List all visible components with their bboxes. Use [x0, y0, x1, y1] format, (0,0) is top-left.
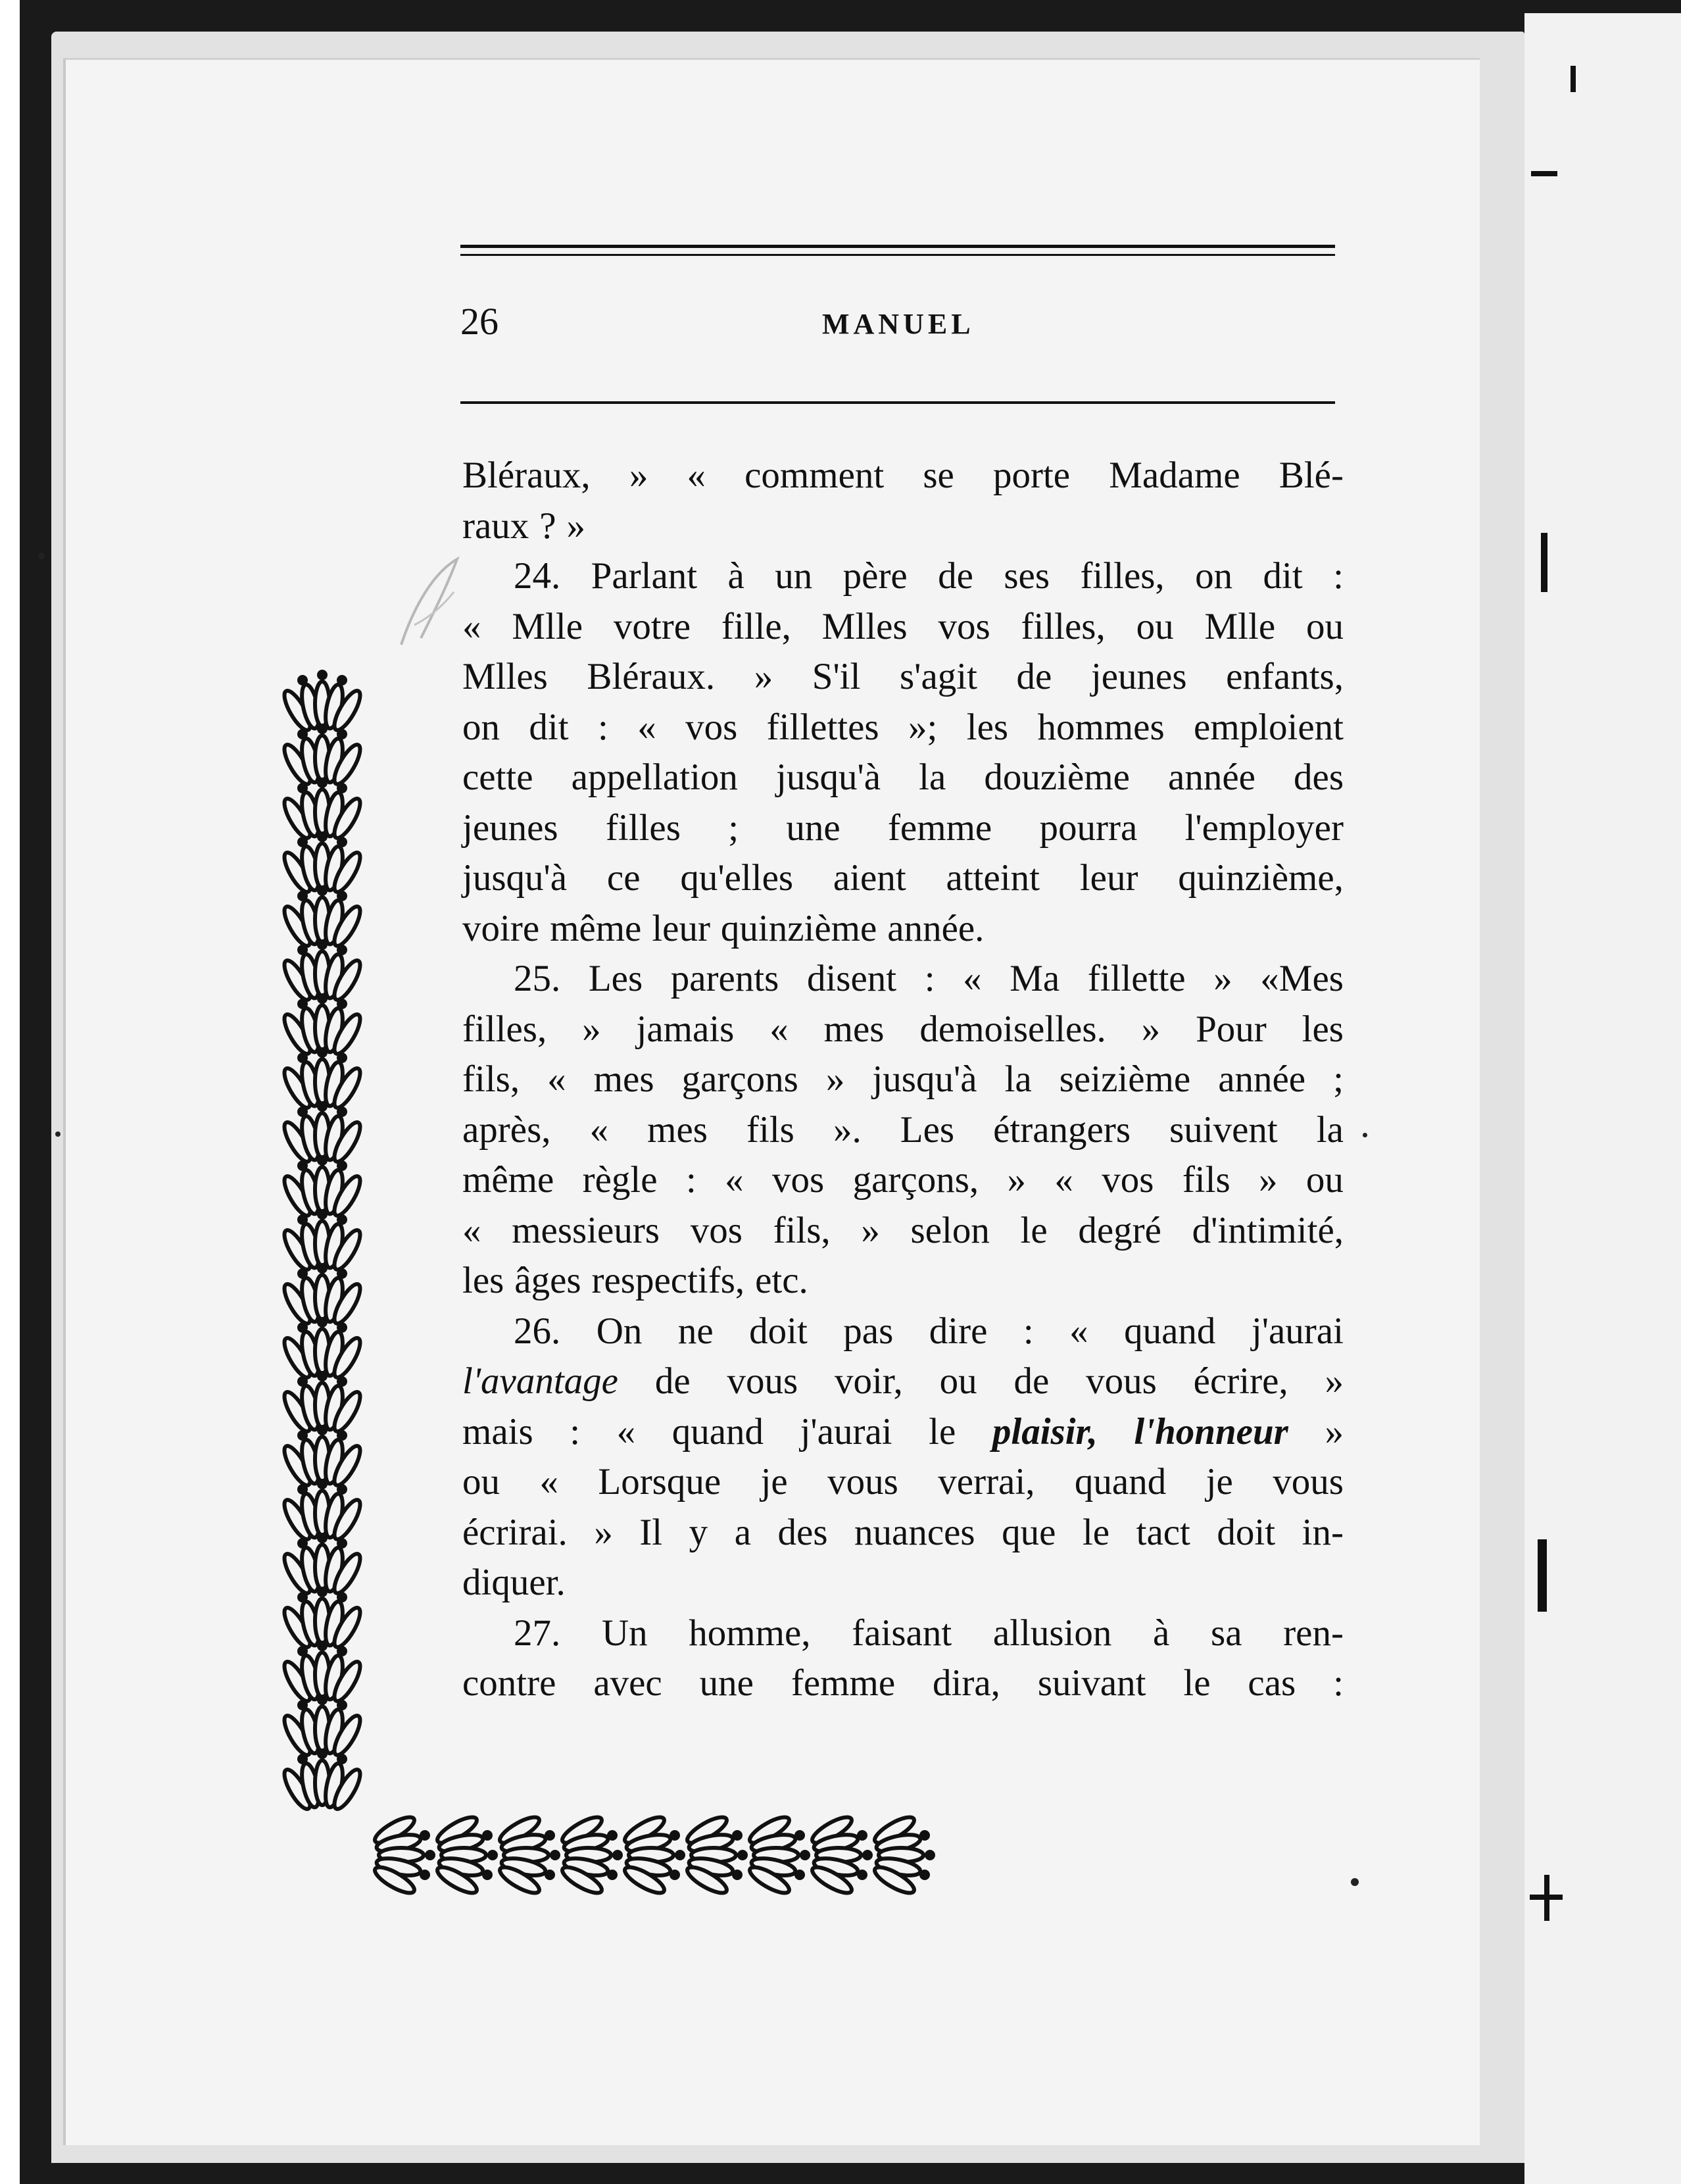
word: femme	[791, 1662, 896, 1704]
word: voir,	[835, 1360, 903, 1402]
word: «Mes	[1260, 958, 1344, 999]
word: in-	[1302, 1511, 1344, 1553]
word: une	[699, 1662, 754, 1704]
word: :	[1023, 1310, 1034, 1352]
word: règle	[582, 1159, 658, 1201]
word: »	[1141, 1008, 1161, 1050]
header-double-rule-bottom	[460, 254, 1335, 256]
word: quand	[1124, 1310, 1216, 1352]
word: on	[462, 706, 500, 748]
word: père	[842, 555, 908, 597]
word: seizième	[1059, 1058, 1191, 1100]
word: je	[1206, 1461, 1233, 1502]
word: Bléraux,	[462, 455, 591, 496]
word: :	[597, 706, 608, 748]
word: fils	[746, 1108, 794, 1151]
word: mes	[593, 1058, 654, 1100]
word: «	[462, 1209, 481, 1251]
word: »	[1259, 1159, 1278, 1201]
word: respectifs,	[591, 1260, 745, 1301]
word: étrangers	[993, 1108, 1131, 1151]
running-title: MANUEL	[822, 308, 975, 340]
word: l'honneur	[1134, 1410, 1288, 1452]
page-number: 26	[460, 300, 499, 343]
word: filles,	[1080, 555, 1165, 597]
word: la	[1004, 1058, 1032, 1100]
word: vos	[685, 706, 738, 748]
laurel-leaf-cluster	[621, 1812, 685, 1897]
word: raux	[462, 505, 529, 547]
word: doit	[749, 1310, 808, 1352]
word: une	[786, 807, 840, 849]
word: plaisir,	[992, 1410, 1098, 1452]
word: un	[775, 555, 813, 597]
word: Bléraux.	[587, 656, 716, 697]
word: :	[570, 1410, 581, 1452]
word: vous	[827, 1461, 898, 1502]
adjacent-page-strip	[1524, 13, 1681, 2184]
word: »	[1325, 1360, 1344, 1402]
word: demoiselles.	[919, 1008, 1106, 1050]
word: dit	[1263, 555, 1303, 597]
word: »	[861, 1209, 880, 1251]
laurel-leaf-cluster	[434, 1812, 498, 1897]
word: «	[616, 1410, 636, 1452]
word: ou	[462, 1461, 500, 1502]
word: fils,	[462, 1058, 520, 1100]
word: Pour	[1196, 1008, 1267, 1050]
word: Il	[639, 1511, 663, 1553]
word: «	[462, 605, 481, 647]
word: «	[589, 1108, 609, 1151]
word: Les	[588, 958, 643, 999]
laurel-leaf-cluster	[559, 1812, 623, 1897]
word: «	[963, 958, 982, 999]
word: allusion	[992, 1612, 1112, 1654]
laurel-leaf-cluster	[871, 1812, 935, 1897]
word: ou	[1305, 605, 1344, 647]
word: Mlles	[462, 656, 548, 697]
word: vos	[1102, 1159, 1154, 1201]
word: »	[825, 1058, 845, 1100]
word: comment	[744, 455, 885, 496]
laurel-leaf-cluster	[684, 1812, 748, 1897]
word: Un	[601, 1612, 648, 1654]
word: âges	[514, 1260, 581, 1301]
laurel-vertical-border	[280, 670, 364, 1812]
word: mes	[823, 1008, 885, 1050]
ink-speck	[1351, 1878, 1359, 1886]
word: se	[923, 455, 954, 496]
word: de	[1013, 1360, 1050, 1402]
word: dira,	[933, 1662, 1000, 1704]
word: faisant	[852, 1612, 952, 1654]
word: année	[1168, 757, 1255, 798]
pencil-annotation	[395, 546, 474, 651]
word: »	[754, 656, 773, 697]
word: parents	[670, 958, 779, 999]
word: «	[637, 706, 656, 748]
word: jeunes	[462, 807, 558, 849]
word: s'agit	[900, 656, 977, 697]
word: d'intimité,	[1192, 1209, 1344, 1251]
word: :	[1333, 1662, 1344, 1704]
word: les	[462, 1260, 504, 1301]
word: filles,	[462, 1008, 547, 1050]
word: des	[1294, 757, 1344, 798]
laurel-leaf-cluster	[372, 1812, 435, 1897]
word: les	[1302, 1008, 1344, 1050]
word: »	[1213, 958, 1232, 999]
word: fils,	[773, 1209, 831, 1251]
word: aient	[833, 857, 906, 899]
word: vous	[1273, 1461, 1344, 1502]
word: »	[1325, 1410, 1344, 1452]
word: porte	[992, 455, 1071, 496]
word: quand	[671, 1410, 764, 1452]
text-line	[462, 602, 1344, 653]
word: :	[1333, 555, 1344, 597]
word: ».	[833, 1108, 862, 1151]
word: ;	[1333, 1058, 1344, 1100]
laurel-leaf-cluster	[746, 1812, 810, 1897]
word: jusqu'à	[872, 1058, 977, 1100]
word: etc.	[755, 1260, 808, 1301]
word: ce	[606, 857, 641, 899]
word: sa	[1211, 1612, 1242, 1654]
ink-speck	[38, 553, 45, 559]
ink-speck	[55, 1131, 61, 1137]
word: avec	[593, 1662, 662, 1704]
word: à	[727, 555, 744, 597]
word: même	[550, 907, 642, 949]
word: ;	[728, 807, 739, 849]
laurel-ornament	[276, 658, 967, 1908]
word: diquer.	[462, 1562, 566, 1603]
word: fils	[1182, 1159, 1230, 1201]
word: Ma	[1010, 958, 1060, 999]
word: »	[582, 1008, 601, 1050]
word: à	[1153, 1612, 1170, 1654]
word: :	[685, 1159, 696, 1201]
word: mais	[462, 1410, 533, 1452]
word: de	[654, 1360, 691, 1402]
laurel-leaf-cluster	[497, 1812, 560, 1897]
word: verrai,	[938, 1461, 1035, 1502]
word: appellation	[571, 757, 738, 798]
word: les	[966, 706, 1009, 748]
word: après,	[462, 1108, 551, 1151]
word: enfants,	[1226, 656, 1344, 697]
word: vos	[690, 1209, 743, 1251]
word: cas	[1248, 1662, 1296, 1704]
word: »	[566, 505, 585, 547]
word: Mlle	[512, 605, 583, 647]
word: l'employer	[1184, 807, 1344, 849]
word: filles	[605, 807, 681, 849]
word: douzième	[984, 757, 1130, 798]
word: le	[929, 1410, 956, 1452]
word: «	[1069, 1310, 1088, 1352]
word: Les	[900, 1108, 955, 1151]
word: jusqu'à	[462, 857, 568, 899]
word: suivant	[1037, 1662, 1146, 1704]
running-head	[460, 299, 1315, 352]
word: le	[1183, 1662, 1211, 1704]
word: »	[1007, 1159, 1026, 1201]
word: tact	[1136, 1511, 1190, 1553]
word: ses	[1004, 555, 1050, 597]
word: pourra	[1039, 807, 1138, 849]
word: selon	[910, 1209, 990, 1251]
text-line	[462, 501, 1344, 552]
word: «	[547, 1058, 566, 1100]
word: écrire,	[1193, 1360, 1288, 1402]
word: On	[596, 1310, 643, 1352]
word: homme,	[689, 1612, 811, 1654]
word: filles,	[1021, 605, 1106, 647]
word: des	[777, 1511, 828, 1553]
word: degré	[1078, 1209, 1161, 1251]
word: ou	[939, 1360, 977, 1402]
word: fillettes	[766, 706, 879, 748]
word: vos	[938, 605, 990, 647]
word: leur	[1079, 857, 1138, 899]
word: quinzième,	[1178, 857, 1344, 899]
word: jusqu'à	[775, 757, 881, 798]
word: dire	[929, 1310, 988, 1352]
word: votre	[613, 605, 691, 647]
header-double-rule-top	[460, 245, 1335, 248]
word: année	[1218, 1058, 1306, 1100]
text-line	[462, 551, 1344, 602]
word: pas	[843, 1310, 894, 1352]
word: même	[462, 1159, 554, 1201]
word: «	[769, 1008, 789, 1050]
word: j'aurai	[800, 1410, 892, 1452]
word: fillette	[1087, 958, 1186, 999]
word: on	[1195, 555, 1233, 597]
word: quinzième	[720, 907, 877, 949]
word: vous	[1086, 1360, 1157, 1402]
word: doit	[1217, 1511, 1276, 1553]
word: ou	[1136, 605, 1174, 647]
word: Lorsque	[598, 1461, 721, 1502]
laurel-leaf-cluster	[809, 1812, 873, 1897]
word: Blé-	[1279, 455, 1344, 496]
word: qu'elles	[680, 857, 794, 899]
word: quand	[1074, 1461, 1167, 1502]
word: «	[687, 455, 706, 496]
word: ren-	[1283, 1612, 1344, 1654]
word: «	[1054, 1159, 1073, 1201]
word: Parlant	[591, 555, 698, 597]
word: le	[1082, 1511, 1110, 1553]
word: dit	[529, 706, 569, 748]
word: S'il	[812, 656, 861, 697]
word: «	[539, 1461, 558, 1502]
word: contre	[462, 1662, 556, 1704]
word: hommes	[1037, 706, 1165, 748]
word: garçons,	[852, 1159, 979, 1201]
word: écrirai.	[462, 1511, 568, 1553]
word: voire	[462, 907, 540, 949]
word: disent	[806, 958, 897, 999]
word: que	[1002, 1511, 1056, 1553]
laurel-leaf-cluster	[280, 1749, 364, 1812]
word: la	[1316, 1108, 1344, 1151]
word: vos	[772, 1159, 825, 1201]
word: mes	[647, 1108, 708, 1151]
word: le	[1020, 1209, 1048, 1251]
laurel-horizontal-border	[372, 1812, 935, 1897]
word: leur	[652, 907, 710, 949]
word: Mlles	[821, 605, 908, 647]
word: la	[919, 757, 946, 798]
word: nuances	[854, 1511, 975, 1553]
word: ou	[1305, 1159, 1344, 1201]
word: ne	[677, 1310, 714, 1352]
word: messieurs	[512, 1209, 660, 1251]
word: y	[689, 1511, 708, 1553]
word: je	[760, 1461, 788, 1502]
word: femme	[887, 807, 992, 849]
header-rule-below	[460, 401, 1335, 404]
word: a	[734, 1511, 751, 1553]
word: garçons	[681, 1058, 798, 1100]
word: j'aurai	[1251, 1310, 1344, 1352]
word: emploient	[1194, 706, 1344, 748]
word: vous	[727, 1360, 798, 1402]
word: ?	[539, 505, 556, 547]
word: Mlle	[1204, 605, 1276, 647]
word: suivent	[1169, 1108, 1278, 1151]
word: jeunes	[1090, 656, 1187, 697]
ink-speck	[1363, 1133, 1367, 1137]
word: jamais	[636, 1008, 735, 1050]
word: année.	[887, 907, 985, 949]
word: Madame	[1109, 455, 1240, 496]
word: 25.	[514, 958, 561, 999]
word: »	[629, 455, 648, 496]
word: de	[1016, 656, 1052, 697]
word: l'avantage	[462, 1360, 618, 1402]
word: «	[725, 1159, 744, 1201]
word: :	[924, 958, 935, 999]
word: 26.	[514, 1310, 561, 1352]
word: 27.	[514, 1612, 561, 1654]
word: atteint	[946, 857, 1040, 899]
text-line	[462, 451, 1344, 501]
word: cette	[462, 757, 533, 798]
word: »;	[908, 706, 938, 748]
word: »	[594, 1511, 613, 1553]
word: 24.	[514, 555, 561, 597]
word: fille,	[721, 605, 791, 647]
word: de	[938, 555, 973, 597]
